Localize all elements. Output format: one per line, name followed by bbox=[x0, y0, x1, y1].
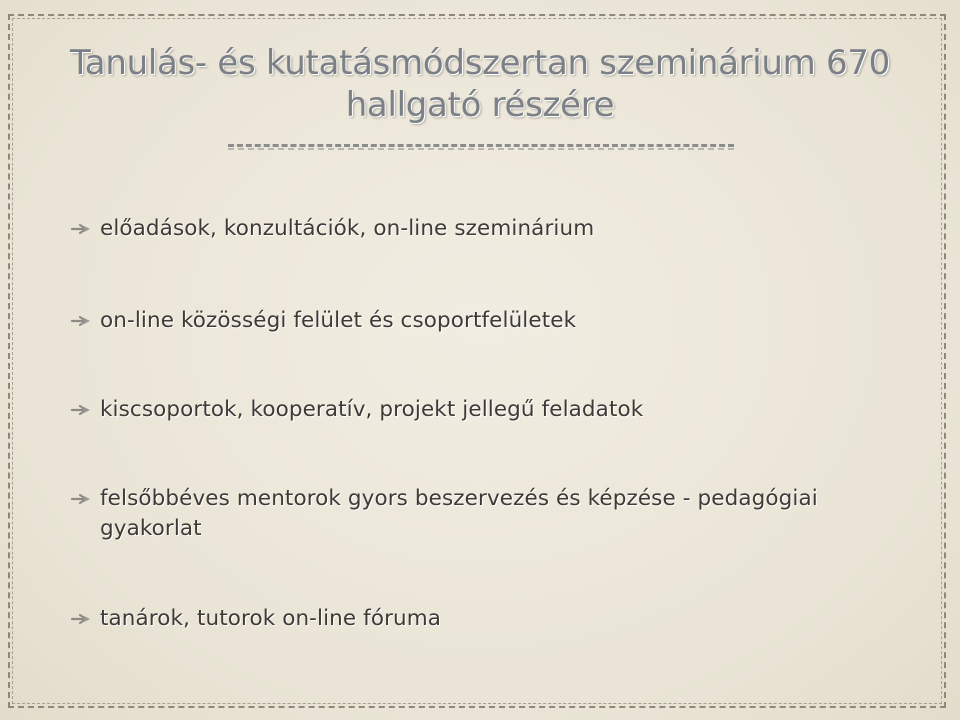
bullet-item bbox=[70, 604, 900, 634]
slide-title: Tanulás- és kutatásmódszertan szeminárium 670 hallgató részére bbox=[69, 43, 891, 125]
bullet-item bbox=[70, 395, 900, 425]
pencil-arrow-icon bbox=[70, 223, 94, 235]
pencil-arrow-icon bbox=[70, 404, 94, 416]
title-divider bbox=[228, 144, 734, 147]
bullet-item bbox=[70, 306, 900, 336]
bullet-text: tanárok, tutorok on-line fóruma bbox=[100, 606, 442, 631]
bullet-item bbox=[70, 484, 900, 544]
pencil-arrow-icon bbox=[70, 493, 94, 505]
pencil-arrow-icon bbox=[70, 315, 94, 327]
title-divider-shadow bbox=[228, 148, 734, 150]
bullet-text: kiscsoportok, kooperatív, projekt jellegű feladatok bbox=[100, 397, 644, 422]
bullet-text: előadások, konzultációk, on-line szeminárium bbox=[100, 216, 595, 241]
bullet-text: felsőbbéves mentorok gyors beszervezés és képzése - pedagógiai gyakorlat bbox=[100, 486, 818, 541]
bullet-text: on-line közösségi felület és csoportfelületek bbox=[100, 308, 577, 333]
pencil-arrow-icon bbox=[70, 613, 94, 625]
bullet-item bbox=[70, 214, 900, 244]
